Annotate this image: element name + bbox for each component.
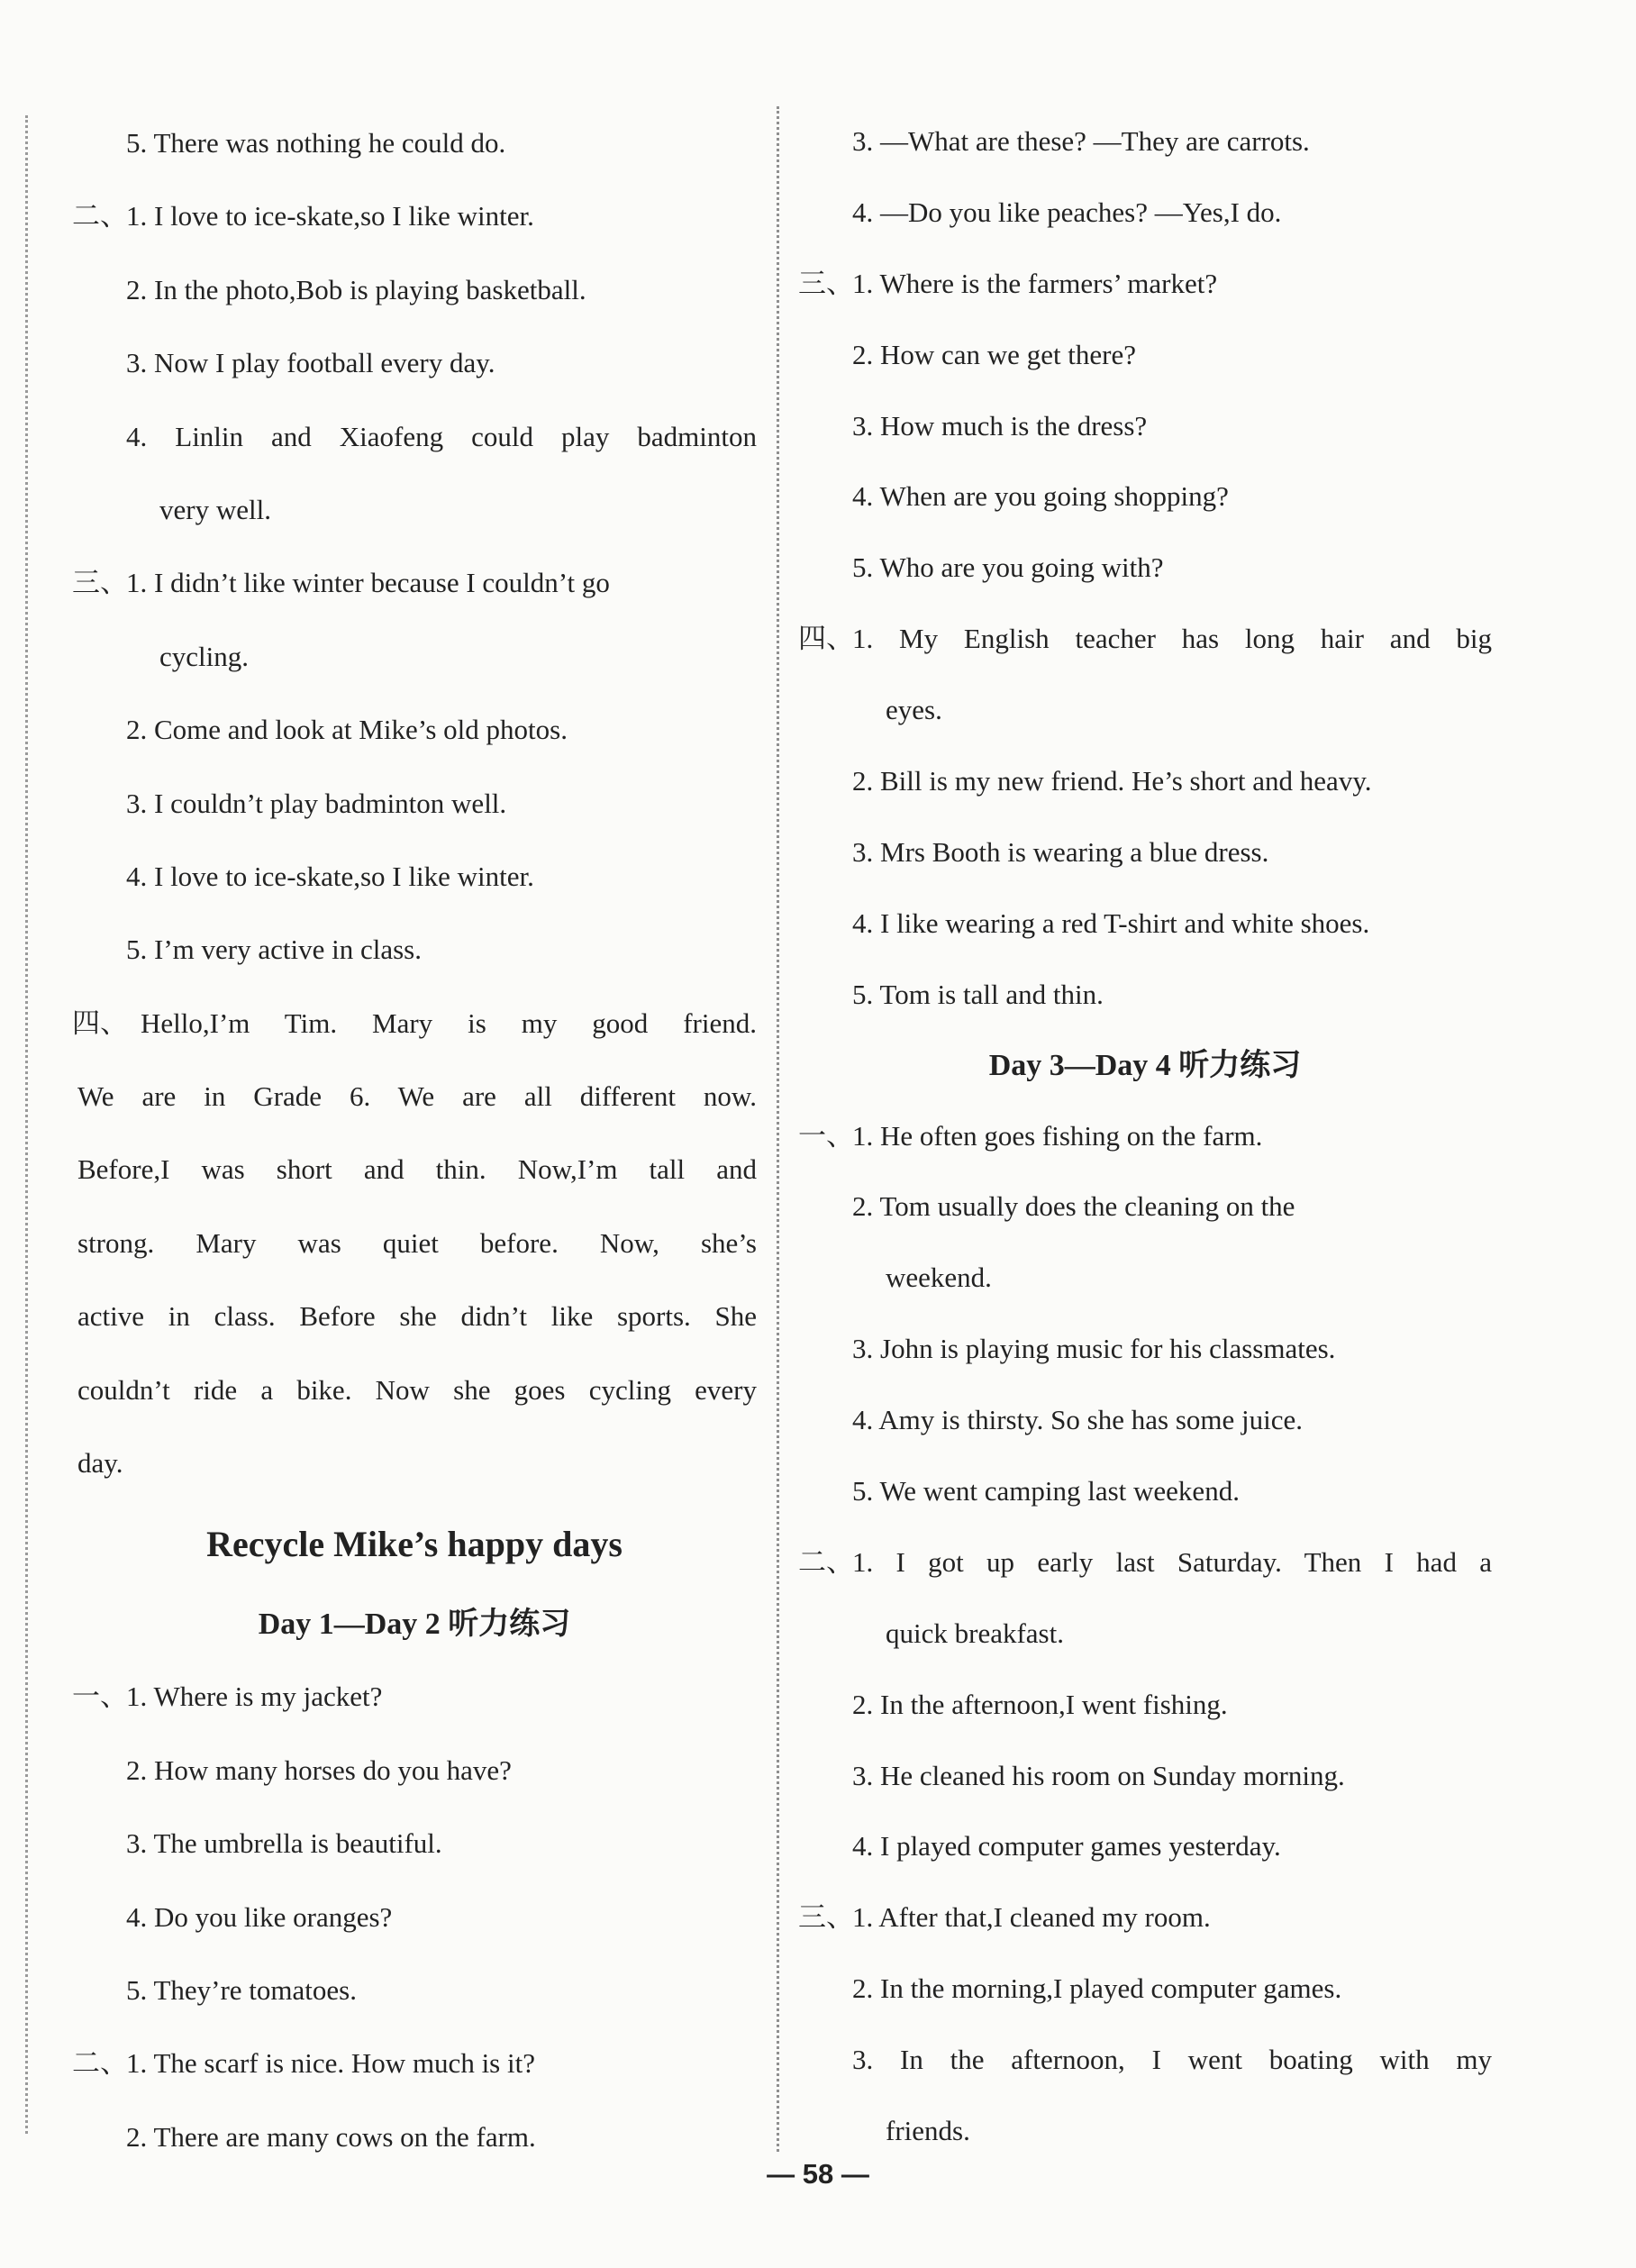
answer-line [798, 2025, 1492, 2096]
answer-text: 1. I didn’t like winter because I couldn’t go [126, 567, 610, 599]
answer-line [798, 1171, 1492, 1243]
passage-line [72, 987, 757, 1060]
answer-text: 1. Where is the farmers’ market? [852, 267, 1218, 299]
passage-text: active in class. Before she didn’t like sports. She [77, 1300, 757, 1333]
answer-line [798, 1456, 1492, 1527]
section-marker: 二、 [72, 200, 128, 232]
answer-line [72, 840, 757, 913]
answer-text: 5. Tom is tall and thin. [852, 978, 1104, 1010]
answer-text: 5. I’m very active in class. [126, 934, 422, 966]
passage-text: Hello,I’m Tim. Mary is my good friend. [141, 1006, 757, 1039]
section-marker: 一、 [798, 1119, 854, 1152]
answer-line [798, 1314, 1492, 1385]
answer-line [798, 817, 1492, 888]
answer-line [798, 746, 1492, 817]
answer-line [798, 1670, 1492, 1741]
section-marker: 一、 [72, 1681, 128, 1713]
answer-line [72, 1734, 757, 1807]
passage-line [72, 1426, 757, 1499]
section-marker [72, 400, 126, 473]
subsection-title: Day 1—Day 2 听力练习 [258, 1608, 571, 1642]
answer-line [798, 960, 1492, 1031]
answer-text: 3. He cleaned his room on Sunday morning. [852, 1759, 1345, 1791]
section-marker: 三、 [798, 267, 854, 299]
passage-line [72, 1133, 757, 1206]
answer-text: 3. How much is the dress? [852, 409, 1148, 442]
answer-continuation: weekend. [886, 1262, 992, 1294]
answer-text: 2. In the morning,I played computer games. [852, 1972, 1342, 2005]
answer-text: 5. They’re tomatoes. [126, 1973, 357, 2006]
answer-text: 1. My English teacher has long hair and big [852, 623, 1492, 655]
answer-text: 1. I got up early last Saturday. Then I had a [852, 1545, 1492, 1578]
passage-text: strong. Mary was quiet before. Now, she’s [77, 1226, 757, 1259]
right-column [798, 106, 1492, 2167]
answer-line [798, 1811, 1492, 1882]
page-edge-dotted-line [25, 115, 28, 2134]
answer-line [72, 1807, 757, 1880]
answer-text: 1. The scarf is nice. How much is it? [126, 2047, 535, 2080]
answer-text: 2. Bill is my new friend. He’s short and heavy. [852, 765, 1372, 797]
answer-line [798, 1385, 1492, 1456]
answer-line [72, 693, 757, 766]
answer-text: 1. After that,I cleaned my room. [852, 1901, 1211, 1934]
answer-text: 3. The umbrella is beautiful. [126, 1827, 442, 1860]
answer-line [72, 1660, 757, 1733]
answer-text: 1. Where is my jacket? [126, 1681, 383, 1713]
answer-line [72, 179, 757, 252]
section-marker: 四、 [798, 623, 854, 655]
answer-line [72, 400, 757, 473]
section-marker: 三、 [798, 1901, 854, 1934]
answer-line [798, 461, 1492, 533]
answer-line [798, 888, 1492, 960]
answer-continuation: friends. [886, 2115, 970, 2147]
answer-text: 2. In the photo,Bob is playing basketball. [126, 273, 586, 305]
answer-text: 5. There was nothing he could do. [126, 127, 506, 159]
answer-text: 4. —Do you like peaches? —Yes,I do. [852, 196, 1282, 228]
answer-text: 3. In the afternoon, I went boating with my [852, 2044, 1492, 2076]
answer-text: 3. —What are these? —They are carrots. [852, 125, 1310, 157]
answer-line [798, 1527, 1492, 1599]
answer-line [798, 249, 1492, 320]
answer-line [72, 1954, 757, 2027]
passage-line [72, 1353, 757, 1426]
answer-line [798, 106, 1492, 178]
answer-text: 5. We went camping last weekend. [852, 1475, 1240, 1507]
answer-text: 3. I couldn’t play badminton well. [126, 787, 507, 819]
subsection-title: Day 3—Day 4 听力练习 [988, 1048, 1302, 1082]
answer-line [798, 604, 1492, 675]
section-marker [798, 2025, 852, 2096]
answer-text: 4. I love to ice-skate,so I like winter. [126, 860, 534, 892]
left-column [72, 106, 757, 2173]
section-marker: 二、 [72, 2047, 128, 2080]
answer-continuation: very well. [159, 493, 271, 525]
answer-text: 2. How many horses do you have? [126, 1753, 512, 1786]
passage-line [72, 1207, 757, 1280]
answer-line [798, 533, 1492, 604]
answer-line [798, 1954, 1492, 2025]
answer-continuation: quick breakfast. [886, 1617, 1064, 1649]
answer-text: 4. Do you like oranges? [126, 1900, 393, 1933]
answer-line [72, 1881, 757, 1954]
passage-text: day. [77, 1447, 123, 1480]
answer-text: 2. Tom usually does the cleaning on the [852, 1190, 1295, 1223]
answer-line [72, 913, 757, 986]
answer-text: 3. Now I play football every day. [126, 347, 495, 379]
answer-line [798, 178, 1492, 249]
answer-text: 1. I love to ice-skate,so I like winter. [126, 200, 534, 232]
passage-text: Before,I was short and thin. Now,I’m tall and [77, 1153, 757, 1186]
answer-line [72, 546, 757, 619]
answer-line [798, 320, 1492, 391]
answer-text: 4. When are you going shopping? [852, 480, 1229, 513]
answer-text: 4. I like wearing a red T-shirt and white shoes. [852, 906, 1370, 939]
answer-line [798, 1741, 1492, 1812]
answer-text: 2. How can we get there? [852, 338, 1137, 370]
passage-text: We are in Grade 6. We are all different now. [77, 1080, 757, 1113]
answer-line [72, 253, 757, 326]
answer-line [72, 106, 757, 179]
passage-line [72, 1280, 757, 1353]
answer-continuation: cycling. [159, 640, 249, 672]
answer-text: 5. Who are you going with? [852, 551, 1164, 584]
answer-text: 4. I played computer games yesterday. [852, 1830, 1281, 1863]
section-marker: 二、 [798, 1545, 854, 1578]
passage-text: couldn’t ride a bike. Now she goes cycling every [77, 1373, 757, 1406]
column-divider [777, 106, 779, 2152]
answer-line [798, 1101, 1492, 1172]
answer-line [72, 326, 757, 399]
section-marker: 三、 [72, 567, 128, 599]
answer-line [72, 2027, 757, 2099]
answer-text: 2. Come and look at Mike’s old photos. [126, 714, 568, 746]
answer-text: 1. He often goes fishing on the farm. [852, 1119, 1263, 1152]
answer-line [72, 767, 757, 840]
section-title: Recycle Mike’s happy days [206, 1524, 623, 1565]
answer-text: 3. Mrs Booth is wearing a blue dress. [852, 835, 1269, 868]
section-marker: 四、 [72, 1006, 128, 1039]
page-number: — 58 — [767, 2158, 869, 2190]
answer-line [798, 1882, 1492, 1954]
answer-text: 2. There are many cows on the farm. [126, 2120, 536, 2153]
answer-line [798, 391, 1492, 462]
passage-line [72, 1060, 757, 1133]
answer-text: 3. John is playing music for his classmates. [852, 1333, 1336, 1365]
answer-text: 4. Amy is thirsty. So she has some juice. [852, 1404, 1303, 1436]
answer-continuation: eyes. [886, 694, 942, 726]
answer-text: 4. Linlin and Xiaofeng could play badminton [126, 420, 757, 452]
answer-text: 2. In the afternoon,I went fishing. [852, 1688, 1228, 1720]
